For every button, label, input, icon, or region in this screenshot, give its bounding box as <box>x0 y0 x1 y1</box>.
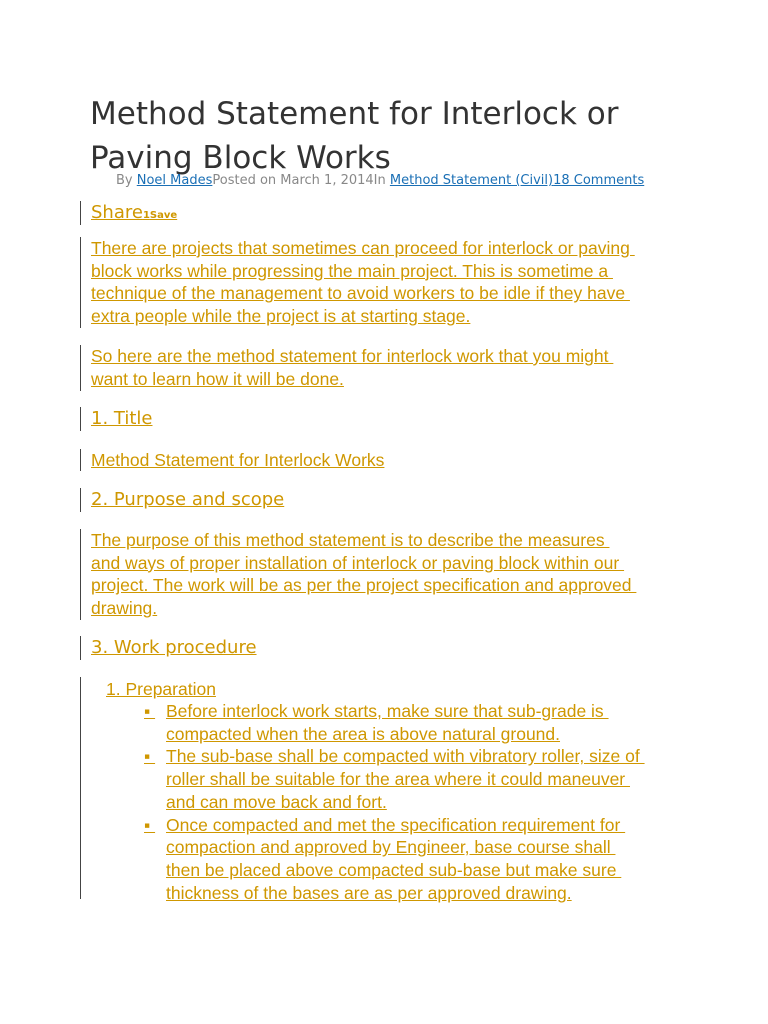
share-count: 1 <box>142 210 150 221</box>
bullet-text[interactable]: Before interlock work starts, make sure that sub-grade is compacted when the area is above natural ground. <box>166 701 604 744</box>
bullet-marker: ▪ <box>144 814 156 835</box>
page-title: Method Statement for Interlock or Paving Block Works <box>90 96 619 176</box>
bullet-marker: ▪ <box>144 746 156 767</box>
intro-paragraph-2-block <box>80 345 613 391</box>
section-3-heading[interactable]: 3. Work procedure <box>91 637 257 658</box>
share-block <box>80 201 177 225</box>
byline <box>116 172 644 190</box>
byline-by: By <box>116 173 137 188</box>
category-link[interactable]: Method Statement (Civil) <box>389 173 554 188</box>
section-2-text[interactable]: The purpose of this method statement is to describe the measures and ways of proper installation of interlock or paving block within our project. The work will be as per the project specification and approved drawing. <box>91 530 632 619</box>
section-1-heading-block <box>80 407 152 431</box>
save-link[interactable]: Save <box>149 210 178 221</box>
section-1-heading[interactable]: 1. Title <box>91 408 153 429</box>
section-2-text-block <box>80 529 636 620</box>
list-item <box>144 814 645 905</box>
preparation-bullet-list <box>144 700 645 904</box>
share-label[interactable]: Share <box>91 202 143 223</box>
author-link[interactable]: Noel Mades <box>136 173 213 188</box>
bullet-text[interactable]: The sub-base shall be compacted with vibratory roller, size of roller shall be suitable for the area where it could maneuver and can move back and fort. <box>166 746 640 812</box>
section-1-text-block <box>80 449 384 471</box>
list-item <box>144 700 645 745</box>
preparation-subheading[interactable]: 1. Preparation <box>106 679 216 699</box>
section-2-heading-block <box>80 488 284 512</box>
section-1-text[interactable]: Method Statement for Interlock Works <box>91 450 385 470</box>
section-2-heading[interactable]: 2. Purpose and scope <box>91 489 285 510</box>
bullet-marker: ▪ <box>144 701 156 721</box>
intro-paragraph[interactable]: There are projects that sometimes can proceed for interlock or paving block works while progressing the main project. This is sometime a technique of the management to avoid workers to be idle if they have extra people while the project is at starting stage. <box>91 238 630 327</box>
intro-paragraph-block <box>80 237 635 328</box>
bullet-text[interactable]: Once compacted and met the specification requirement for compaction and approved by Engineer, base course shall then be placed above compacted sub-base but make sure thickness of the bases are as per approved drawing. <box>166 814 621 903</box>
post-date: Posted on March 1, 2014In <box>212 173 390 188</box>
list-item <box>144 745 645 813</box>
intro-paragraph-2[interactable]: So here are the method statement for interlock work that you might want to learn how it will be done. <box>91 346 609 389</box>
comments-link[interactable]: 18 Comments <box>553 173 645 188</box>
section-3-list-rule <box>80 677 81 899</box>
share-link[interactable] <box>81 201 177 228</box>
section-3-heading-block <box>80 636 257 660</box>
